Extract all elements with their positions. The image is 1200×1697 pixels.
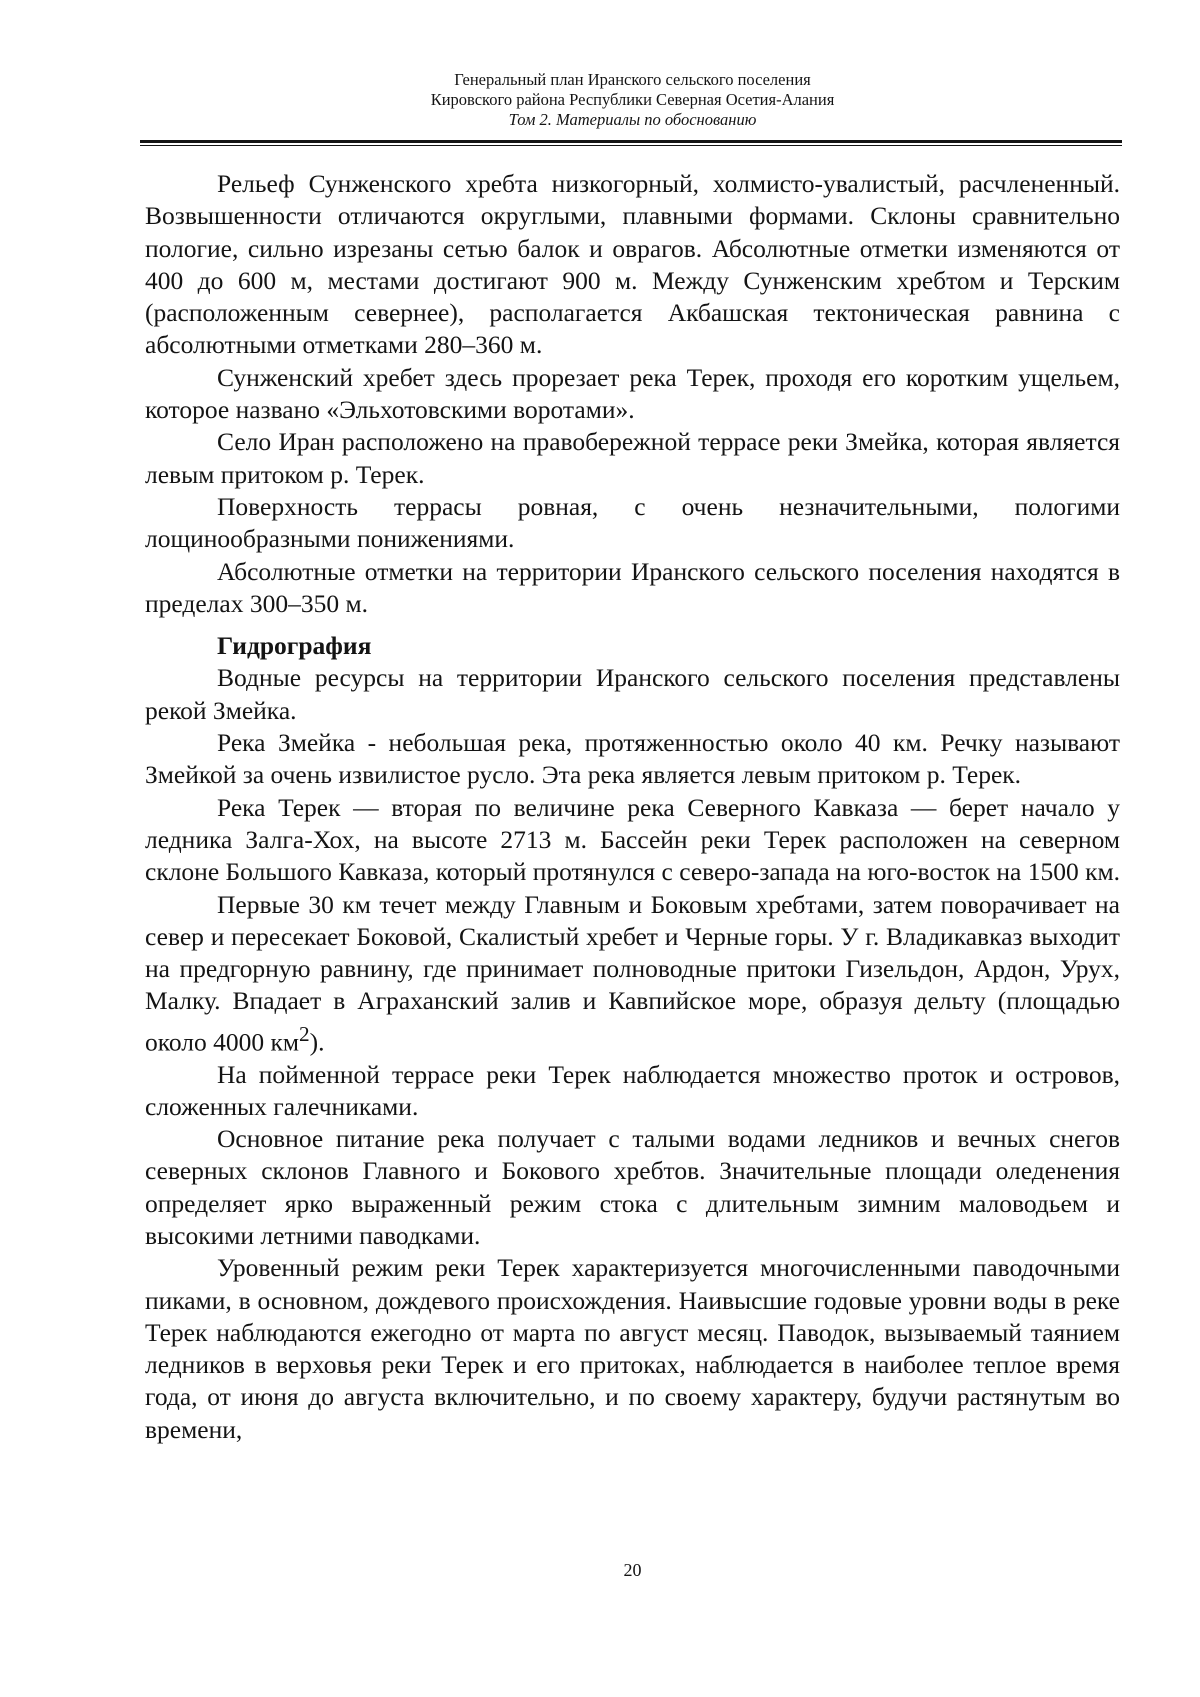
paragraph-absolute-marks: Абсолютные отметки на территории Иранского сельского поселения находятся в пределах 300–350 м. bbox=[145, 556, 1120, 618]
paragraph-river-feeding: Основное питание река получает с талыми водами ледников и вечных снегов северных склонов Главного и Бокового хребтов. Значительные площади оледенения определяет ярко выраженный режим стока с длительным зимним маловодьем и высокими летними паводками. bbox=[145, 1124, 1120, 1250]
paragraph-sunzha-ridge: Сунженский хребет здесь прорезает река Терек, проходя его коротким ущельем, которое названо «Эльхотовскими воротами». bbox=[145, 362, 1120, 425]
paragraph-relief: Рельеф Сунженского хребта низкогорный, холмисто-увалистый, расчлененный. Возвышенности отличаются округлыми, плавными формами. Склоны сравнительно пологие, сильно изрезаны сетью балок и оврагов. Абсолютные отметки изменяются от 400 до 600 м, местами достигают 900 м. Между Сунженским хребтом и Терским (расположенным севернее), располагается Акбашская тектоническая равнина с абсолютными отметками 280–360 м. bbox=[145, 169, 1120, 360]
page-header bbox=[145, 70, 1120, 130]
terek-course-text: Первые 30 км течет между Главным и Боковым хребтами, затем поворачивает на север и пересекает Боковой, Скалистый хребет и Черные горы. У г. Владикавказ выходит на предгорную равнину, где принимает полноводные притоки Гизельдон, Ардон, Урух, Малку. Впадает в Аграханский залив и Кавпийское море, образуя дельту (площадью около 4000 км bbox=[145, 889, 1120, 1057]
header-title-line: Генеральный план Иранского сельского поселения bbox=[454, 70, 811, 89]
header-volume-line: Том 2. Материалы по обоснованию bbox=[508, 110, 757, 129]
document-body bbox=[145, 168, 1120, 1446]
superscript-two: 2 bbox=[299, 1021, 310, 1046]
paragraph-water-resources: Водные ресурсы на территории Иранского сельского поселения представлены рекой Змейка. bbox=[145, 663, 1120, 725]
page-number: 20 bbox=[623, 1560, 642, 1580]
section-heading-hydrography: Гидрография bbox=[217, 631, 372, 661]
paragraph-terrace-surface: Поверхность террасы ровная, с очень незначительными, пологими лощинообразными понижениями. bbox=[145, 491, 1120, 554]
header-subtitle-line: Кировского района Республики Северная Осетия-Алания bbox=[430, 90, 835, 109]
paragraph-floodplain: На пойменной террасе реки Терек наблюдается множество проток и островов, сложенных галечниками. bbox=[145, 1059, 1120, 1121]
paragraph-iran-village: Село Иран расположено на правобережной террасе реки Змейка, которая является левым притоком р. Терек. bbox=[145, 427, 1120, 489]
paragraph-water-level-regime: Уровенный режим реки Терек характеризуется многочисленными паводочными пиками, в основном, дождевого происхождения. Наивысшие годовые уровни воды в реке Терек наблюдаются ежегодно от марта по август месяц. Паводок, вызываемый таянием ледников в верховья реки Терек и его притоках, наблюдается в наиболее теплое время года, от июня до августа включительно, и по своему характеру, будучи растянутым во времени, bbox=[145, 1253, 1120, 1444]
terek-course-end: ). bbox=[309, 1027, 325, 1057]
header-divider-thick bbox=[140, 140, 1122, 143]
paragraph-terek-course bbox=[145, 889, 1120, 1059]
paragraph-zmeyka-river: Река Змейка - небольшая река, протяженностью около 40 км. Речку называют Змейкой за очень извилистое русло. Эта река является левым притоком р. Терек. bbox=[145, 728, 1120, 790]
paragraph-terek-river: Река Терек — вторая по величине река Северного Кавказа — берет начало у ледника Залга-Хох, на высоте 2713 м. Бассейн реки Терек расположен на северном склоне Большого Кавказа, который протянулся с северо-запада на юго-восток на 1500 км. bbox=[145, 792, 1120, 887]
header-divider-thin bbox=[140, 145, 1122, 146]
